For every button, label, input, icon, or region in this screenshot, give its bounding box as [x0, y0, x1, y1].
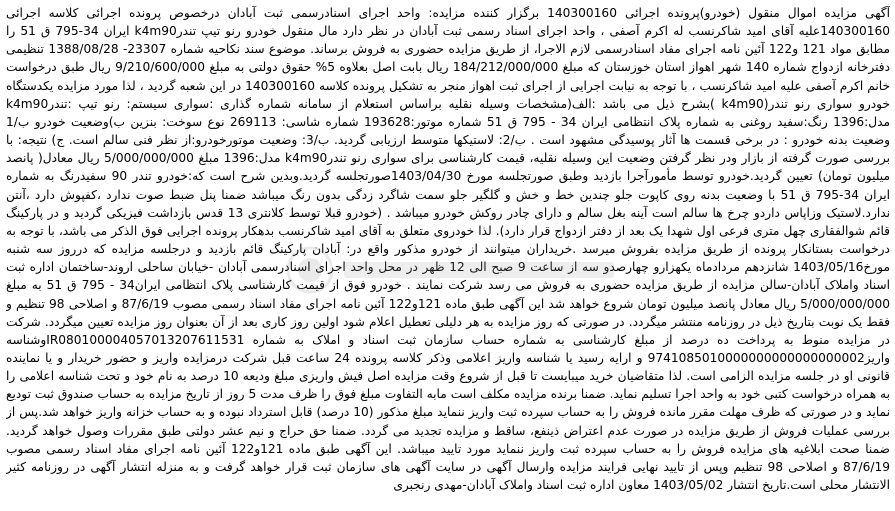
auction-notice — [6, 4, 890, 507]
notice-body-text: آگهی مزایده اموال منقول (خودرو)پرونده اجرائی 140300160 برگزار کننده مزایده: واحد اجرای اسنادرسمی ثبت آبادان درخصوص پرونده اجرائی کلاسه اجرائی 140300160علیه آقای امید شاکرنسب له اکرم آصفی ، واحد اجرای اسناد رسمی ثبت آبادان در نظر دارد مال منقول خودرو رنو تیپ تندرk4m90 ایران 34-795 ق 51 را مطابق مواد 121 و122 آئین نامه اجرای مفاد اسنادرسمی لازم الاجرا، از طریق مزایده حضوری به فروش برساند. موضوع سند نکاحیه شماره 23307- 1388/08/28 تنظیمی دفترخانه ازدواج شماره 140 شهر اهواز استان خوزستان که مبلغ 184/212/000/000 ریال بابت اصل بعلاوه 5% حقوق دولتی به مبلغ 9/210/600/000 ریال طبق درخواست خانم اکرم آصفی علیه امید شاکرنسب ، با توجه به نیابت اجرایی از اجرای ثبت اهواز منجر به تشکیل پرونده کلاسه 140300160 در این شعبه گردید ، لذا مورد مزایده یکدستگاه خودرو سواری رنو تندر(k4m90 )بشرح ذیل می باشد :الف(مشخصات وسیله نقلیه براساس استعلام از سامانه شماره گذاری :سواری سیستم: رنو تیپ :تندرk4m90 مدل:1396 رنگ:سفید روغنی به شماره پلاک انتظامی ایران 34 - 795 ق 51 شماره موتور:193628 شماره شاسی: 269113 نوع سوخت: بنزین ب)وضعیت خودرو ب/1 وضعیت بدنه خودرو : در برخی قسمت ها آثار پوسیدگی مشهود است . ب/2: لاستیکها متوسط ارزیابی گردید. ب/3: وضعیت موتورخودرو:از نظر فنی سالم است. ج) نتیجه: با بررسی صورت گرفته از بازار ودر نظر گرفتن وضعیت این وسیله نقلیه، قیمت کارشناسی برای سواری رنو تندرk4m90 مدل:1396 مبلغ 5/000/000/000 ریال معادل( پانصد میلیون تومان) تعیین گردید.خودرو توسط مأمورآجرا بازدید وطبق صورتجلسه مورخ 1403/04/30صورتجلسه گردید.وبدین شرح است که:خودرو تندر 90 سفیدرنگ به شماره ایران 34-795 ق 51 با وضعیت بدنه روی کاپوت جلو چندین خط و خش و گلگیر جلو سمت شاگرد زدگی بدون رنگ میباشد ضمنا پنل ضبط صوت ندارد ،کفپوش دارد ،آنتن ندارد.لاستیک وزاپاس داردو چرخ ها سالم است آینه بغل سالم و دارای چادر روکش خودرو میباشد . (خودرو قبلا توسط کلانتری 13 قدس بازداشت فیزیکی گردید و در پارکینگ قائم شوالفقاری چهل متری فرعی اول شهدا یک بعد از دفتر ازدواج قرار دارد). لذا خودروی متعلق به آقای امید شاکرنسب بدهکار پرونده اجرایی فوق الذکر می باشد، با توجه به درخواست بستانکار پرونده از طریق مزایده بفروش میرسد .خریداران میتوانند از خودرو مذکور واقع در: آبادان پارکینگ قائم بازدید و درجلسه مزایده که درروز سه شنبه مورخ1403/05/16 شانزدهم مردادماه یکهزارو چهارصدو سه از ساعت 9 صبح الی 12 ظهر در محل واحد اجرای اسنادرسمی آبادان -خیابان ساحلی اروند-ساختمان اداره ثبت اسناد واملاک آبادان-سالن مزایده از طریق مزایده حضوری به فروش می رسد شرکت نمایند . خودرو فوق از قیمت کارشناسی پلاک انتظامی ایران34 - 795 ق 51 به مبلغ 5/000/000/000 ریال معادل پانصد میلیون تومان شروع خواهد شد این آگهی طبق ماده 121و122 آئین نامه اجرای مفاد اسناد رسمی مصوب 87/6/19 و اصلاحی 98 تنظیم و فقط یک نوبت بتاریخ ذیل در روزنامه منتشر میگردد. در صورتی که روز مزایده به هر دلیلی تعطیل اعلام شود اولین روز کاری بعد از آن بعنوان روز مزایده تعیین میگردد. شرکت در مزایده منوط به پرداخت ده درصد از مبلغ کارشناسی به شماره حساب سازمان ثبت اسناد و املاک به شماره IR080100004057013207611531وشناسه واریز9741085010000000000000000002 و ارایه رسید یا شناسه واریز اعلامی وذکر کلاسه پرونده 24 ساعت قبل شرکت درمزایده واریز و حضور خریدار و یا نماینده قانونی او در جلسه مزایده الزامی است. لذا متقاضیان خرید میبایست تا قبل از شروع وقت مزایده اصل فیش واریزی مبلغ ودیعه 10 درصد به نام خود و تحت شناسه اعلامی را به همراه درخواست کتبی خود به واحد اجرا تسلیم نماید. ضمنا برنده مزایده مکلف است مابه التفاوت مبلغ فوق را ظرف مدت 5 روز از تاریخ مزایده به حساب صندوق ثبت تودیع نماید و در صورتی که ظرف مهلت مقرر مانده فروش را به حساب سپرده ثبت واریز ننماید مبلغ مذکور (10 درصد) قابل استرداد نبوده و به حساب خزانه واریز خواهد شد.پس از بررسی عملیات فروش از طریق مزایده در صورت عدم اعتراض ذینفع، ساقط و مزایده تجدید می گردد. ضمنا حق حراج و نیم عشر دولتی طبق مقررات وصول خواهد گردید. ضمنا صحت ابلاغیه های مزایده فروش را به حساب سپرده ثبت واریز ننماید مورد تایید میباشد. این آگهی طبق ماده 121و122 آئین نامه اجرای مفاد اسناد رسمی مصوب 87/6/19 و اصلاحی 98 تنظیم وپس از تایید نهایی فرایند مزایده وارسال آگهی در سایت آگهی های سازمان ثبت قرار خواهد گرفت و به منزله انتشار آگهی در روزنامه کثیر الانتشار محلی است.تاریخ انتشار 1403/05/02 معاون اداره ثبت اسناد واملاک آبادان-مهدی رنجبری — [6, 6, 890, 493]
